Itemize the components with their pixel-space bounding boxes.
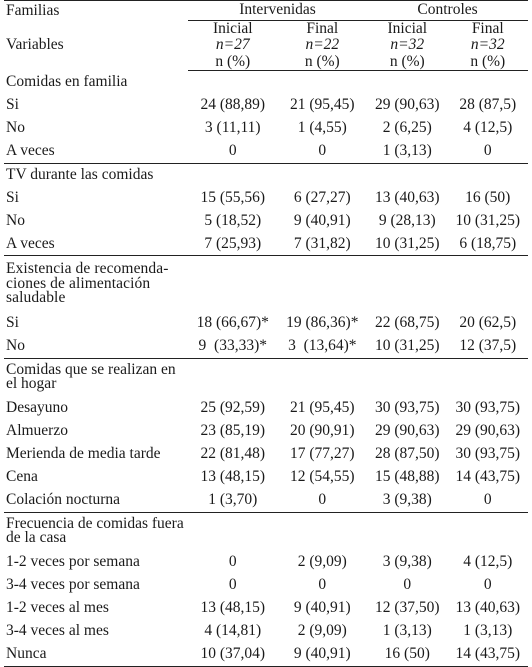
section-title: Comidas que se realizan en el hogar <box>6 360 176 393</box>
table-cell: 28 (87,50) <box>374 445 440 462</box>
corner-bottom-label: Variables <box>6 36 64 54</box>
table-cell: 9 (40,91) <box>293 598 351 616</box>
table-cell: 0 <box>448 489 529 512</box>
col-label: Final <box>306 20 339 37</box>
table-row <box>4 209 528 232</box>
table-row <box>4 466 528 489</box>
group-controls-label: Controles <box>367 1 528 21</box>
table-row <box>4 117 528 140</box>
table-cell: 10 (37,04) <box>188 643 278 666</box>
table-row <box>4 140 528 163</box>
row-label: Almuerzo <box>6 421 68 439</box>
table-cell: 12 (37,50) <box>374 598 440 616</box>
table-cell: 29 (90,63) <box>455 421 521 439</box>
table-row <box>4 573 528 596</box>
table-cell: 0 <box>278 489 368 512</box>
table-cell: 19 (86,36)* <box>286 314 359 332</box>
row-label: 1-2 veces por semana <box>6 552 140 570</box>
section-title-row <box>4 512 528 550</box>
table-cell: 0 <box>188 140 278 163</box>
table-cell: 0 <box>483 575 492 593</box>
table-cell: 13 (40,63) <box>374 188 440 206</box>
table-cell: 21 (95,45) <box>290 95 355 113</box>
table-cell: 15 (48,88) <box>374 468 440 486</box>
table-cell: 10 (31,25) <box>367 233 447 256</box>
row-label: A veces <box>4 233 188 256</box>
section-title-row <box>4 163 528 186</box>
table-cell: 30 (93,75) <box>374 398 440 416</box>
table-row <box>4 186 528 209</box>
table-row <box>4 312 528 335</box>
col-n: n=32 <box>470 36 505 54</box>
row-label: No <box>6 211 25 229</box>
table-cell: 20 (90,91) <box>290 421 355 439</box>
row-label: Nunca <box>4 643 188 666</box>
table-cell: 16 (50) <box>465 188 511 206</box>
table-cell: 7 (31,82) <box>278 233 368 256</box>
table-cell: 3 (13,64)* <box>278 335 368 358</box>
table-cell: 25 (92,59) <box>200 398 266 416</box>
table-cell: 14 (43,75) <box>455 468 521 486</box>
table-cell: 7 (25,93) <box>188 233 278 256</box>
table-body <box>4 1 528 667</box>
table-cell: 10 (31,25) <box>455 211 521 229</box>
group-intervened-label: Intervenidas <box>188 1 367 21</box>
table-row <box>4 596 528 619</box>
table-cell: 14 (43,75) <box>448 643 529 666</box>
table-cell: 13 (40,63) <box>455 598 521 616</box>
col-unit: n (%) <box>448 54 529 71</box>
table-cell: 4 (14,81) <box>204 622 262 640</box>
table-cell: 28 (87,5) <box>459 95 517 113</box>
col-n: n=22 <box>305 36 340 54</box>
row-label: Colación nocturna <box>4 489 188 512</box>
col-unit: n (%) <box>188 54 278 71</box>
table-cell: 23 (85,19) <box>200 421 266 439</box>
table-cell: 12 (37,5) <box>448 335 529 358</box>
table-cell: 6 (18,75) <box>448 233 529 256</box>
table-cell: 4 (12,5) <box>463 119 513 137</box>
col-label: Inicial <box>387 20 428 37</box>
col-n: n=27 <box>215 36 250 54</box>
table-cell: 2 (6,25) <box>382 119 432 137</box>
row-label: Merienda de media tarde <box>6 445 161 462</box>
table-cell: 17 (77,27) <box>290 445 355 462</box>
row-label: Si <box>6 188 19 206</box>
table-row <box>4 93 528 116</box>
table-cell: 13 (48,15) <box>200 598 266 616</box>
section-title: Existencia de recomenda- ciones de alimentación saludable <box>6 259 169 307</box>
table-cell: 9 (33,33)* <box>188 335 278 358</box>
table-cell: 30 (93,75) <box>455 445 521 462</box>
table-cell: 30 (93,75) <box>455 398 521 416</box>
table-row <box>4 443 528 466</box>
table-cell: 2 (9,09) <box>297 552 347 570</box>
table-cell: 13 (48,15) <box>200 468 266 486</box>
row-label: 3-4 veces al mes <box>6 622 109 640</box>
table-cell: 22 (81,48) <box>200 445 266 462</box>
table-row <box>4 550 528 573</box>
section-title: Frecuencia de comidas fuera de la casa <box>6 514 184 547</box>
row-label: No <box>6 119 25 137</box>
table-cell: 0 <box>278 140 368 163</box>
results-table <box>4 0 528 667</box>
table-cell: 3 (9,38) <box>367 489 447 512</box>
section-title: Comidas en familia <box>6 73 128 90</box>
table-cell: 12 (54,55) <box>290 468 355 486</box>
table-cell: 1 (3,13) <box>367 140 447 163</box>
col-label: Inicial <box>212 20 253 37</box>
table-cell: 3 (9,38) <box>382 552 432 570</box>
table-row <box>4 489 528 512</box>
table-cell: 22 (68,75) <box>374 314 440 332</box>
section-title-row <box>4 70 528 93</box>
table-cell: 1 (3,13) <box>463 622 513 640</box>
table-cell: 15 (55,56) <box>200 188 266 206</box>
table-cell: 29 (90,63) <box>374 95 440 113</box>
table-cell: 6 (27,27) <box>293 188 351 206</box>
table-cell: 20 (62,5) <box>459 314 517 332</box>
header-row-cols <box>4 21 528 38</box>
section-title: TV durante las comidas <box>6 165 154 183</box>
table-cell: 29 (90,63) <box>374 421 440 439</box>
table-cell: 18 (66,67)* <box>196 314 269 332</box>
table-row <box>4 396 528 419</box>
table-row <box>4 419 528 442</box>
table-cell: 0 <box>448 140 529 163</box>
section-title-row <box>4 256 528 312</box>
table-cell: 0 <box>228 575 237 593</box>
table-row <box>4 620 528 643</box>
table-cell: 16 (50) <box>367 643 447 666</box>
table-cell: 9 (40,91) <box>293 211 351 229</box>
table-cell: 0 <box>228 552 237 570</box>
table-cell: 0 <box>403 575 412 593</box>
table-cell: 4 (12,5) <box>463 552 513 570</box>
table-row <box>4 335 528 358</box>
row-label: Cena <box>6 468 38 486</box>
table-cell: 21 (95,45) <box>290 398 355 416</box>
table-row <box>4 233 528 256</box>
row-label: No <box>4 335 188 358</box>
table-cell: 1 (4,55) <box>297 119 347 137</box>
table-cell: 3 (11,11) <box>204 119 261 137</box>
col-unit: n (%) <box>367 54 447 71</box>
table-row <box>4 643 528 666</box>
row-label: 3-4 veces por semana <box>6 575 140 593</box>
col-label: Final <box>471 20 504 37</box>
table-cell: 0 <box>318 575 327 593</box>
corner-top-label: Familias <box>4 1 188 21</box>
header-row-groups <box>4 1 528 21</box>
row-label: 1-2 veces al mes <box>6 598 109 616</box>
table-cell: 1 (3,70) <box>188 489 278 512</box>
table-cell: 9 (40,91) <box>278 643 368 666</box>
row-label: Si <box>6 314 19 332</box>
col-unit: n (%) <box>278 54 368 71</box>
table-cell: 10 (31,25) <box>367 335 447 358</box>
row-label: A veces <box>4 140 188 163</box>
section-title-row <box>4 358 528 396</box>
table-cell: 24 (88,89) <box>200 95 266 113</box>
col-n: n=32 <box>390 36 425 54</box>
row-label: Desayuno <box>6 398 68 416</box>
table-cell: 9 (28,13) <box>378 211 436 229</box>
table-cell: 2 (9,09) <box>297 622 347 640</box>
table-cell: 1 (3,13) <box>382 622 432 640</box>
row-label: Si <box>6 95 19 113</box>
table-cell: 5 (18,52) <box>204 211 262 229</box>
